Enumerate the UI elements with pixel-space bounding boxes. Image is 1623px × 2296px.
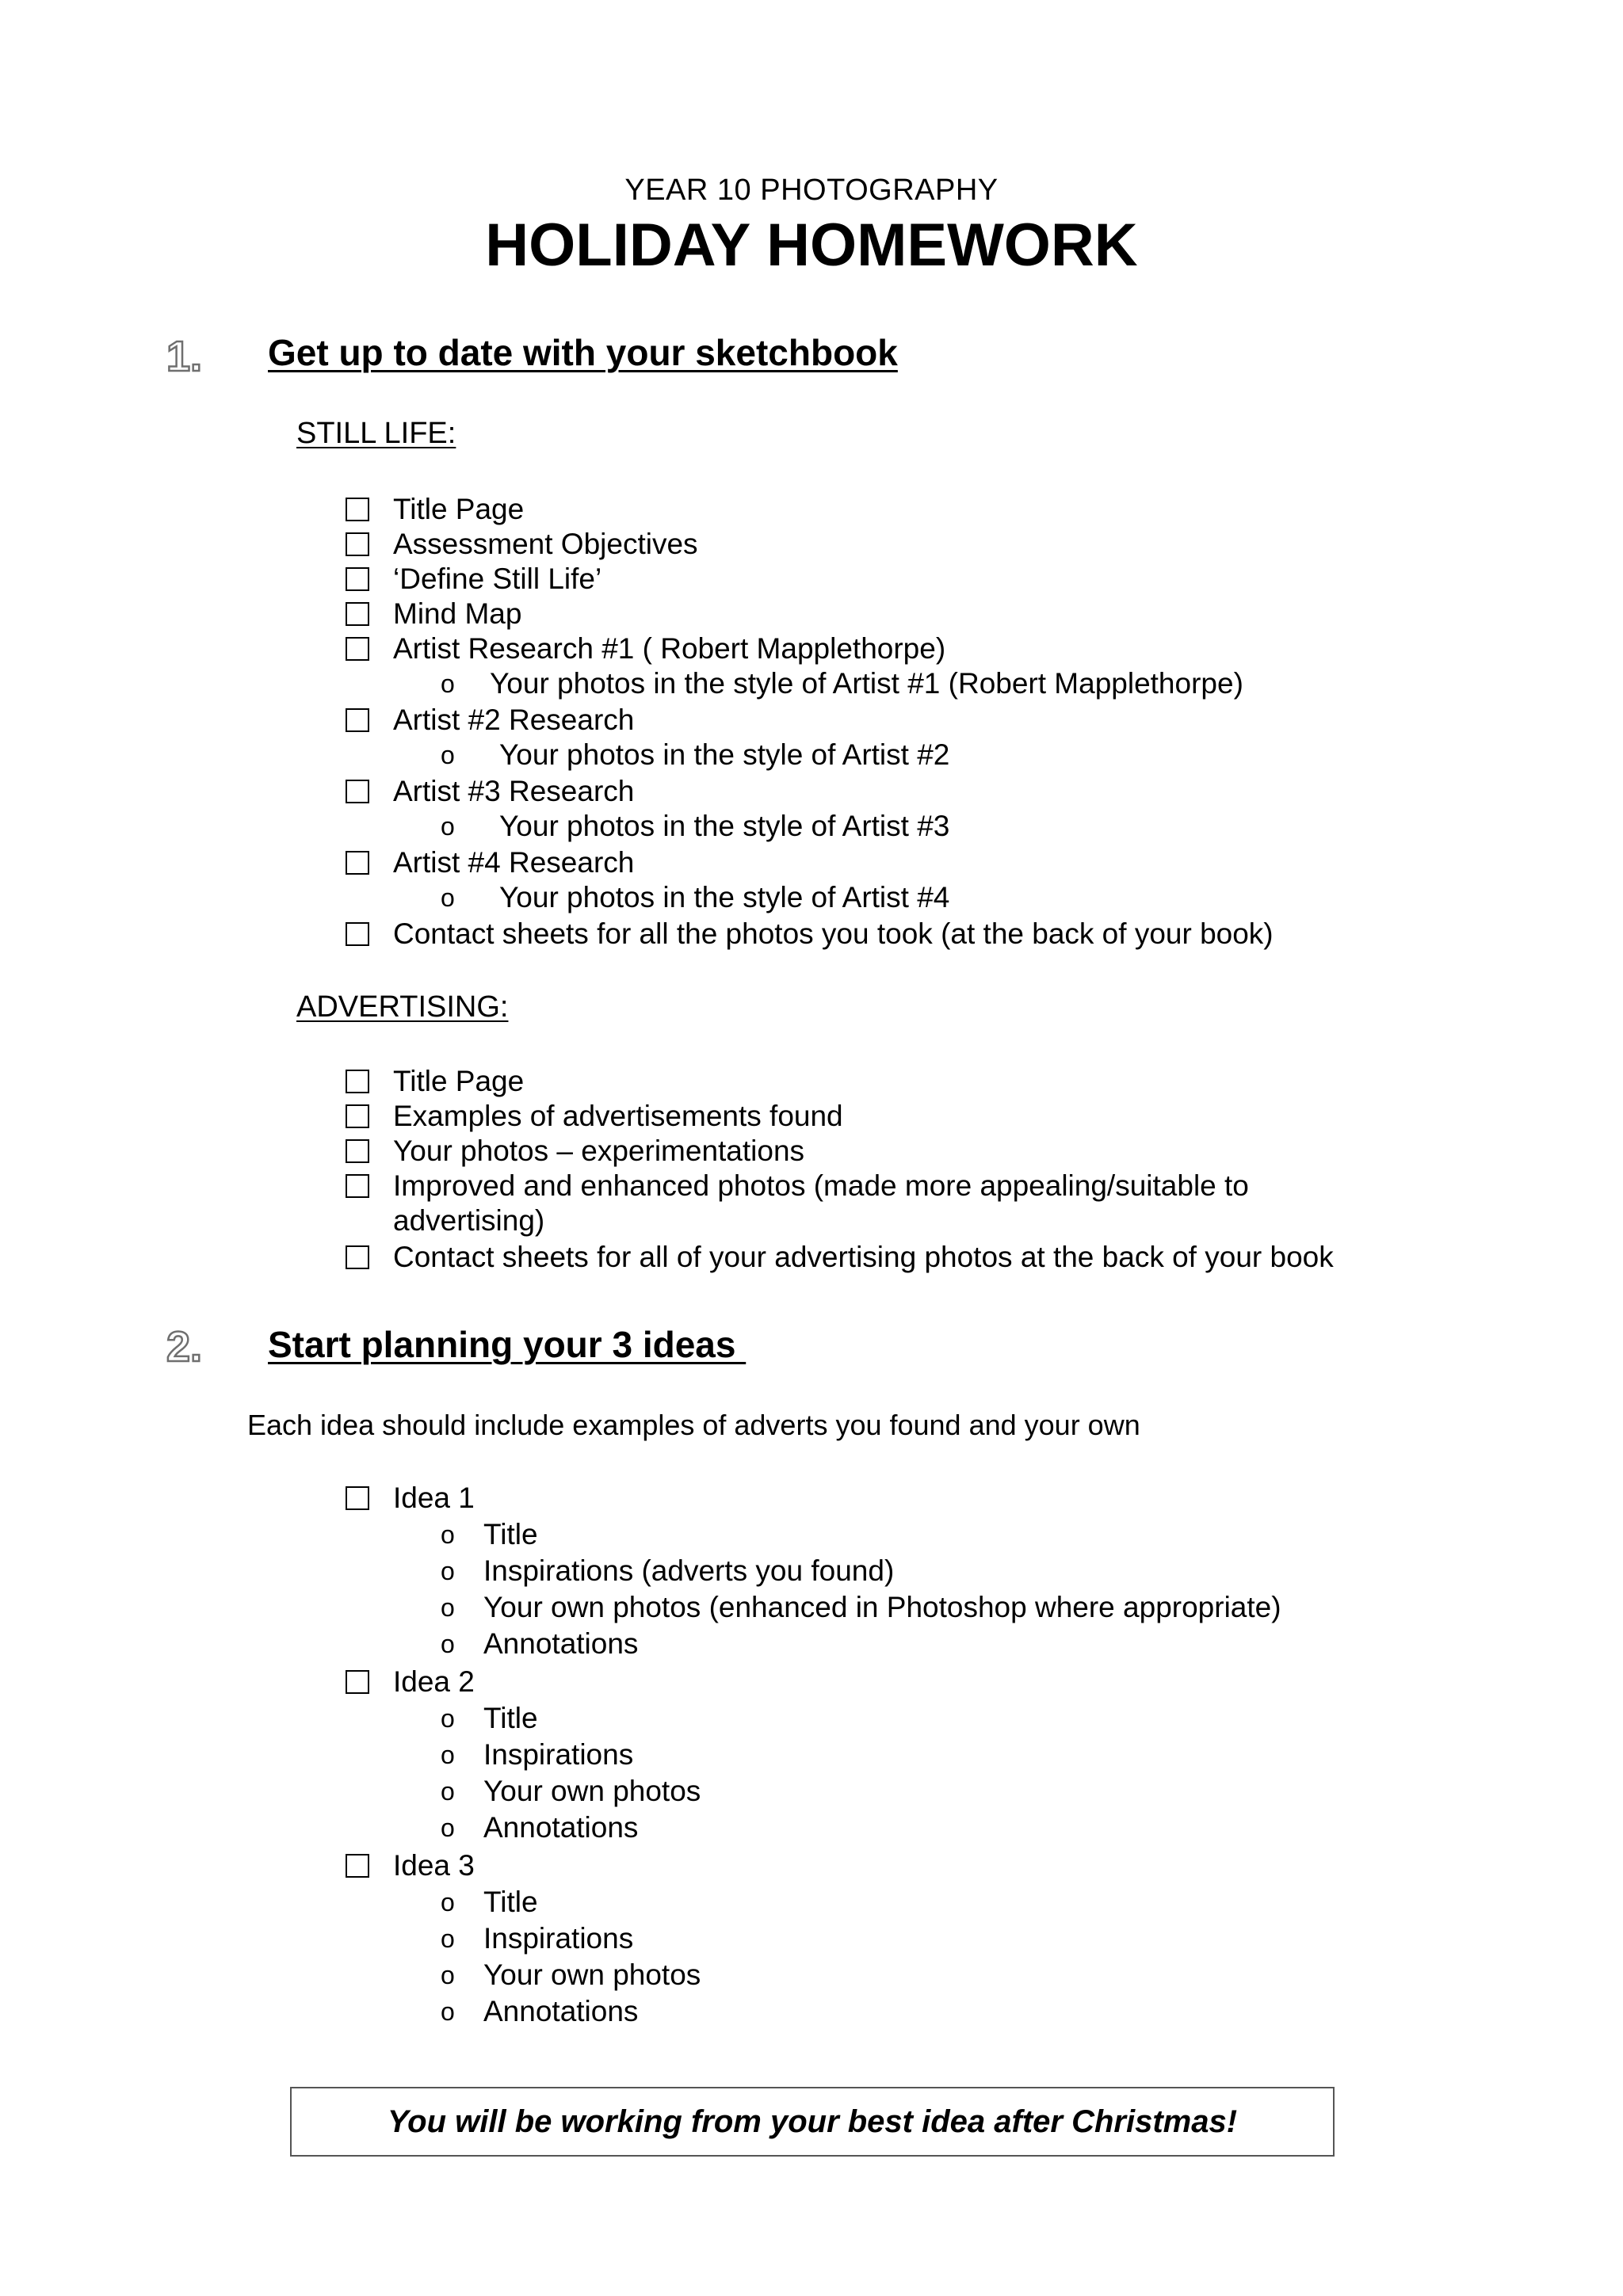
still-life-item-define-still-life[interactable] [346,562,601,597]
idea-subitem [441,1737,633,1772]
idea-subitem [441,1590,1281,1625]
checklist-item-label: Artist Research #1 ( Robert Mapplethorpe) [393,632,946,665]
checkbox[interactable] [346,1174,369,1198]
still-life-item-artist-2[interactable] [346,703,634,738]
idea-subitem [441,1994,638,2029]
still-life-item-mind-map[interactable] [346,597,521,631]
still-life-subitem [441,809,949,844]
subitem-label: Your photos in the style of Artist #4 [499,881,950,913]
bullet-icon: o [441,669,455,698]
advertising-item-contact-sheets[interactable] [346,1240,1334,1275]
bullet-icon: o [441,1997,455,2026]
checkbox[interactable] [346,1070,369,1093]
bullet-icon: o [441,1924,455,1953]
checkbox[interactable] [346,1486,369,1510]
idea-3-item[interactable] [346,1848,475,1883]
subitem-label: Your own photos (enhanced in Photoshop where appropriate) [483,1591,1281,1623]
checklist-item-label: Title Page [393,493,525,525]
checklist-item-label: Idea 1 [393,1482,475,1514]
still-life-subitem [441,666,1243,701]
subitem-label: Your own photos [483,1958,701,1991]
bullet-icon: o [441,1704,455,1733]
checkbox[interactable] [346,567,369,591]
idea-subitem [441,1885,538,1920]
checkbox[interactable] [346,708,369,732]
checklist-item-label: Title Page [393,1065,525,1097]
checklist-item-label: Mind Map [393,597,522,630]
subitem-label: Inspirations [483,1738,634,1771]
advertising-item-improved-photos[interactable] [346,1169,1249,1203]
checkbox[interactable] [346,922,369,946]
subitem-label: Annotations [483,1811,639,1844]
advertising-item-experimentations[interactable] [346,1134,804,1169]
bullet-icon: o [441,1630,455,1658]
idea-subitem [441,1810,638,1845]
checklist-item-label: Improved and enhanced photos (made more appealing/suitable to [393,1169,1249,1202]
still-life-item-title-page[interactable] [346,492,524,527]
checklist-item-label: Contact sheets for all of your advertising photos at the back of your book [393,1241,1334,1273]
checklist-item-label: Idea 3 [393,1849,475,1882]
checklist-item-label: Idea 2 [393,1665,475,1698]
still-life-item-artist-1[interactable] [346,631,945,666]
checklist-item-label: Assessment Objectives [393,528,698,560]
document-title: HOLIDAY HOMEWORK [485,212,1138,279]
checklist-item-label: Artist #3 Research [393,775,635,807]
checklist-item-label: Artist #4 Research [393,846,635,879]
bullet-icon: o [441,1593,455,1622]
idea-subitem [441,1921,633,1956]
idea-2-item[interactable] [346,1665,475,1699]
checkbox[interactable] [346,532,369,556]
checklist-item-label: ‘Define Still Life’ [393,563,602,595]
bullet-icon: o [441,1961,455,1989]
bullet-icon: o [441,1777,455,1806]
subitem-label: Annotations [483,1627,639,1660]
advertising-item-title-page[interactable] [346,1064,524,1099]
subitem-label: Your photos in the style of Artist #2 [499,738,950,771]
footer-note: You will be working from your best idea after Christmas! [387,2103,1238,2139]
checklist-item-label: Your photos – experimentations [393,1135,805,1167]
checkbox[interactable] [346,780,369,803]
checklist-item-label: Examples of advertisements found [393,1100,843,1132]
section-1-number: 1. [166,333,203,380]
section-2-intro: Each idea should include examples of adverts you found and your own [247,1409,1140,1441]
advertising-item-examples[interactable] [346,1099,843,1134]
bullet-icon: o [441,883,455,912]
still-life-subitem [441,880,949,915]
idea-subitem [441,1627,638,1661]
subitem-label: Your own photos [483,1775,701,1807]
subitem-label: Title [483,1518,538,1550]
advertising-heading: ADVERTISING: [296,990,509,1024]
checkbox[interactable] [346,1245,369,1269]
section-2-heading: Start planning your 3 ideas [268,1324,747,1365]
section-1-heading: Get up to date with your sketchbook [268,332,898,373]
section-2-number: 2. [166,1323,203,1371]
subitem-label: Title [483,1702,538,1734]
bullet-icon: o [441,812,455,841]
bullet-icon: o [441,1557,455,1585]
idea-subitem [441,1774,701,1809]
checkbox[interactable] [346,1854,369,1878]
document-kicker: YEAR 10 PHOTOGRAPHY [624,174,999,207]
bullet-icon: o [441,1888,455,1917]
footer-note-box [290,2087,1335,2157]
idea-subitem [441,1701,538,1736]
checklist-item-continuation: advertising) [393,1204,545,1237]
checkbox[interactable] [346,498,369,521]
checklist-item-label: Artist #2 Research [393,704,635,736]
subitem-label: Title [483,1886,538,1918]
idea-subitem [441,1517,538,1552]
bullet-icon: o [441,1520,455,1549]
still-life-item-artist-3[interactable] [346,774,634,809]
bullet-icon: o [441,741,455,769]
subitem-label: Inspirations (adverts you found) [483,1554,895,1587]
checkbox[interactable] [346,602,369,626]
checklist-item-label: Contact sheets for all the photos you took (at the back of your book) [393,917,1274,950]
checkbox[interactable] [346,1670,369,1694]
subitem-label: Annotations [483,1995,639,2027]
subitem-label: Your photos in the style of Artist #1 (Robert Mapplethorpe) [490,667,1243,700]
checkbox[interactable] [346,637,369,661]
checkbox[interactable] [346,1139,369,1163]
bullet-icon: o [441,1814,455,1842]
bullet-icon: o [441,1741,455,1769]
idea-subitem [441,1554,894,1589]
still-life-item-contact-sheets[interactable] [346,917,1274,952]
still-life-item-assessment-objectives[interactable] [346,527,698,562]
checkbox[interactable] [346,1104,369,1128]
checkbox[interactable] [346,851,369,875]
still-life-heading: STILL LIFE: [296,417,456,450]
still-life-item-artist-4[interactable] [346,845,634,880]
idea-subitem [441,1958,701,1993]
idea-1-item[interactable] [346,1481,475,1516]
subitem-label: Inspirations [483,1922,634,1955]
still-life-subitem [441,738,949,772]
subitem-label: Your photos in the style of Artist #3 [499,810,950,842]
